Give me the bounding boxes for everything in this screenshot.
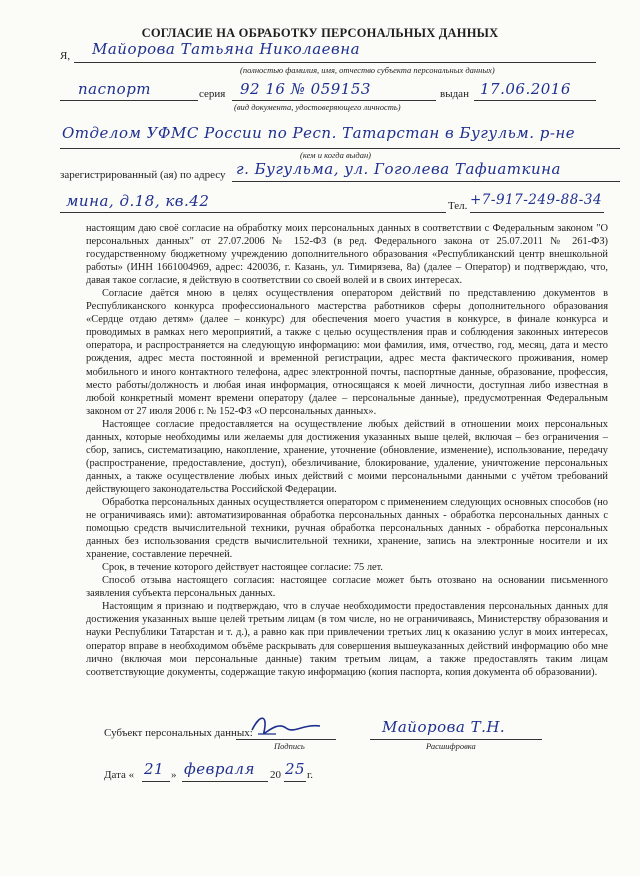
date-label: Дата « (104, 769, 135, 781)
consent-paragraph-1: настоящим даю своё согласие на обработку моих персональных данных в соответствии с Федеральным законом "О персональных данных" от 27.07.2006 № 152-ФЗ (в ред. Федерального закона от 25.07.2011 № 261-ФЗ) государственному бюджетному учреждению дополнительного образования «Республиканский центр внешкольной работы» (ИНН 1661004969, адрес: 420036, г. Казань, ул. Тимирязева, 8а) (далее – Оператор) и подтверждаю, что, давая такое согласие, я действую в соответствии со своей волей и в своих интересах. (86, 223, 608, 287)
decoding-caption: Расшифровка (426, 741, 476, 751)
date-day-handwritten: 21 (144, 760, 165, 778)
consent-paragraph-2: Согласие даётся мною в целях осуществления оператором действий по представлению документов в Республиканского конкурса профессионального мастерства работников сферы дополнительного образования «Сердце отдаю детям» (далее – конкурс) для обеспечения моего участия в конкурсе, в финале конкурса и проводимых в рамках него мероприятий, а также с целью осуществления прав и соблюдения законных интересов оператора, и распространяется на следующую информацию: мои фамилия, имя, отчество, год, месяц, дата и место рождения, адрес места постоянной и временной регистрации, адрес места фактического проживания, номер мобильного и иного контактного телефона, адрес электронной почты, паспортные данные, образование, профессия, место работы/должность и любая иная информация, относящаяся к моей личности, доступная либо известная в любой конкретный момент времени оператору (далее – персональные данные), предусмотренная Федеральным законом от 27 июля 2006 г. № 152-ФЗ «О персональных данных». (86, 288, 608, 417)
date-month-handwritten: февраля (184, 760, 255, 778)
address-underline-2 (60, 212, 446, 213)
consent-paragraph-4: Обработка персональных данных осуществляется оператором с применением следующих основных способов (но не ограничиваясь ими): автоматизированная обработка персональных данных - обработка персональных данных с помощью средств вычислительной техники, ручная обработка персональных данных - обработка персональных данных без использования средств вычислительной техники, хранение, запись на электронные носители и их хранение, составление перечней. (86, 496, 608, 561)
date-year-underline (284, 781, 306, 782)
issued-date-handwritten: 17.06.2016 (480, 80, 571, 98)
consent-body (86, 222, 608, 679)
date-close-quote: » (171, 769, 177, 781)
issuer-handwritten: Отделом УФМС России по Респ. Татарстан в Бугульм. р-не (62, 124, 576, 142)
doc-caption: (вид документа, удостоверяющего личность) (234, 102, 401, 112)
consent-paragraph-7: Настоящим я признаю и подтверждаю, что в случае необходимости предоставления персональных данных для достижения указанных выше целей третьим лицам (в том числе, но не ограничиваясь, Министерству образования и науки Республики Татарстан и т. д.), а равно как при привлечении третьих лиц к оказанию услуг в моих интересах, оператор вправе в необходимом объёме раскрывать для совершения вышеуказанных действий информацию обо мне лично (включая мои персональные данные) таким третьим лицам, а также предоставлять таким лицам соответствующие документы, содержащие такую информацию (копия паспорта, копия документа об образовании). (86, 601, 608, 678)
address-line2-handwritten: мина, д.18, кв.42 (66, 192, 210, 210)
consent-paragraph-6: Способ отзыва настоящего согласия: настоящее согласие может быть отозвано на основании письменного заявления субъекта персональных данных. (86, 575, 608, 600)
doc-type-handwritten: паспорт (78, 80, 152, 98)
date-year-prefix: 20 (270, 769, 281, 781)
decoding-underline (370, 739, 542, 740)
phone-handwritten: +7-917-249-88-34 (470, 192, 603, 208)
issuer-underline (60, 148, 620, 149)
consent-paragraph-3: Настоящее согласие предоставляется на осуществление любых действий в отношении моих персональных данных, которые необходимы или желаемы для достижения указанных выше целей, включая – без ограничения – сбор, запись, систематизацию, накопление, хранение, уточнение (обновление, изменение), использование, передачу (распространение, предоставление, доступ), обезличивание, блокирование, удаление, уничтожение персональных данных, а также осуществление любых иных действий с моими персональными данными с учётом требований действующего законодательства Российской Федерации. (86, 418, 608, 495)
document-title: СОГЛАСИЕ НА ОБРАБОТКУ ПЕРСОНАЛЬНЫХ ДАННЫХ (141, 26, 499, 40)
issuer-caption: (кем и когда выдан) (300, 150, 372, 160)
name-underline (74, 62, 596, 63)
series-label: серия (199, 88, 226, 100)
date-year-handwritten: 25 (285, 760, 306, 778)
name-caption: (полностью фамилия, имя, отчество субъекта персональных данных) (240, 65, 495, 75)
signature-caption: Подпись (274, 741, 305, 751)
name-handwritten: Майорова Татьяна Николаевна (92, 40, 361, 58)
issued-underline (474, 100, 596, 101)
date-day-underline (142, 781, 170, 782)
ya-label: Я, (60, 50, 71, 62)
phone-underline (470, 212, 604, 213)
address-label: зарегистрированный (ая) по адресу (60, 169, 226, 181)
issued-label: выдан (440, 88, 469, 100)
decoding-handwritten: Майорова Т.Н. (382, 718, 506, 736)
phone-label: Тел. (448, 200, 468, 212)
doc-type-underline (60, 100, 198, 101)
address-line1-handwritten: г. Бугульма, ул. Гоголева Тафиаткина (236, 160, 561, 178)
consent-paragraph-5: Срок, в течение которого действует настоящее согласие: 75 лет. (102, 562, 384, 574)
series-underline (232, 100, 436, 101)
subject-label: Субъект персональных данных: (104, 727, 253, 739)
address-underline-1 (232, 181, 620, 182)
date-year-suffix: г. (307, 769, 314, 781)
date-month-underline (182, 781, 268, 782)
series-handwritten: 92 16 № 059153 (240, 80, 371, 98)
